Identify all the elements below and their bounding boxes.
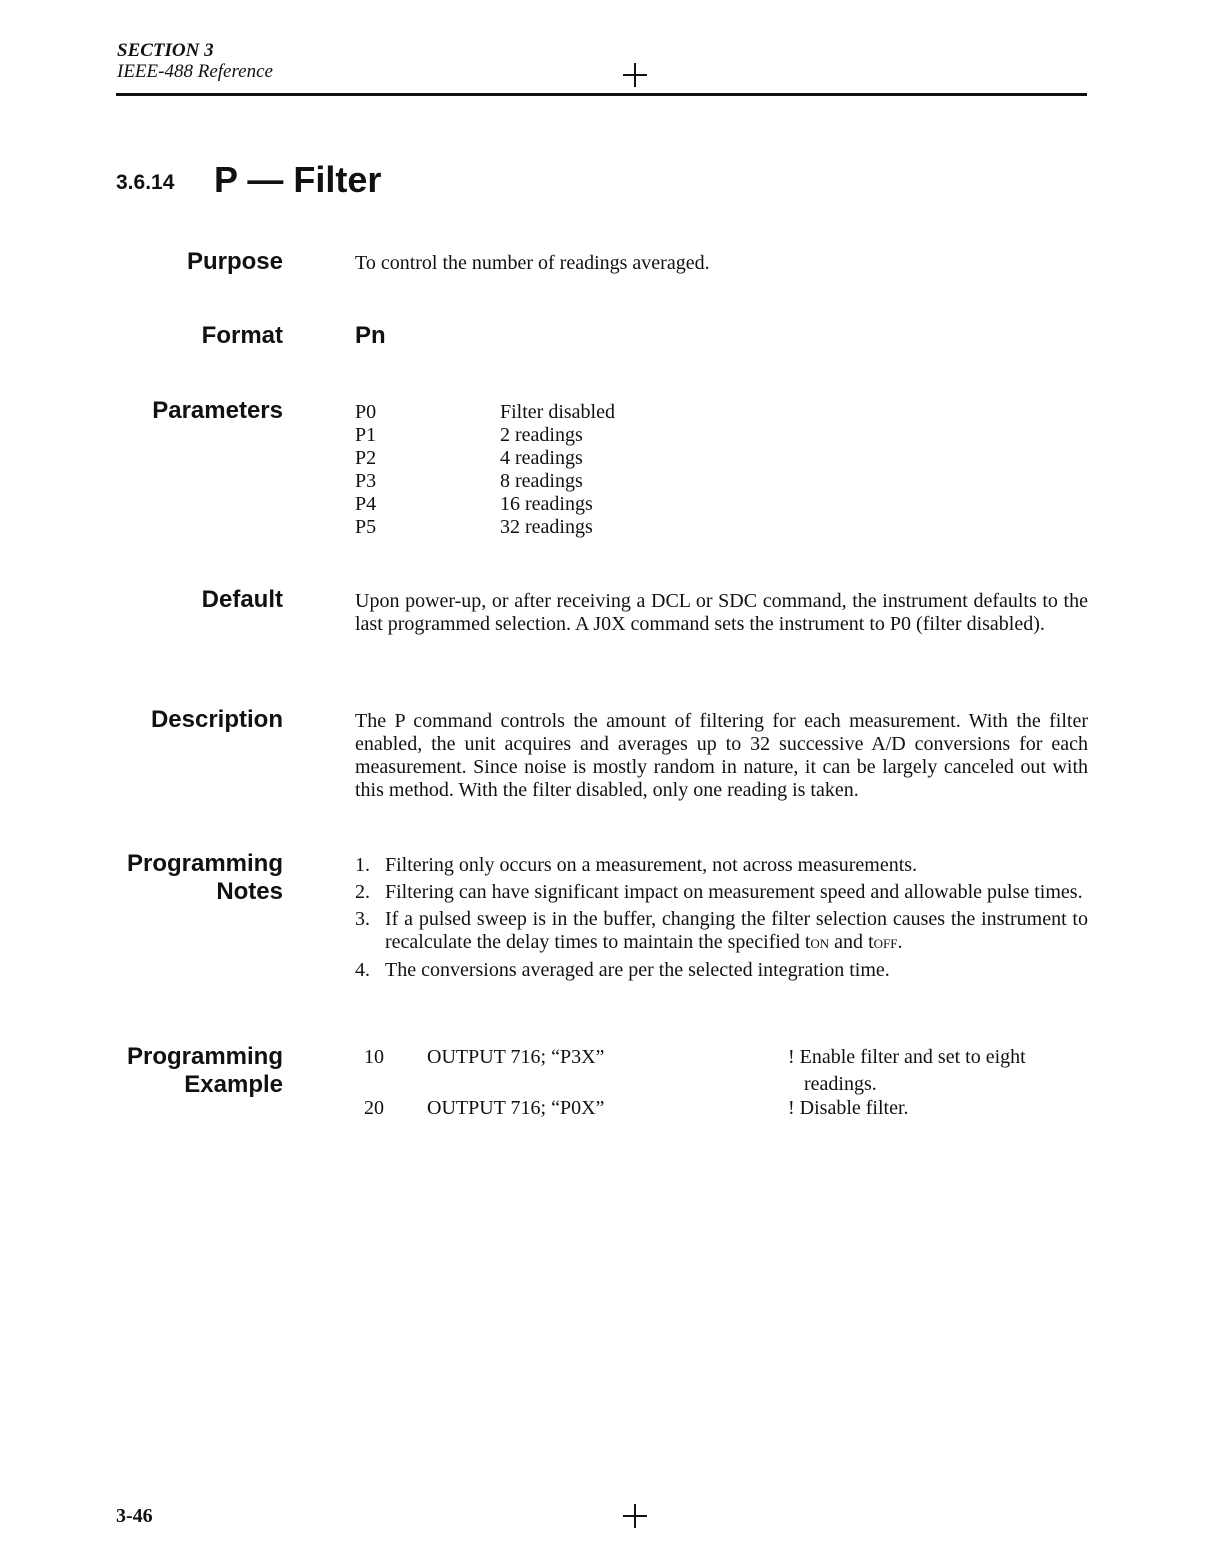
format-text: Pn bbox=[355, 322, 386, 349]
parameters-list bbox=[355, 401, 1088, 539]
programming-example-label-line2: Example bbox=[184, 1071, 283, 1098]
example-comment bbox=[788, 1044, 1088, 1098]
section-number: 3.6.14 bbox=[116, 171, 175, 194]
purpose-label: Purpose bbox=[186, 248, 283, 275]
example-comment-continuation: readings. bbox=[804, 1073, 877, 1095]
t-off-t: t bbox=[868, 931, 874, 953]
example-line-number: 20 bbox=[364, 1097, 384, 1119]
note-item bbox=[355, 881, 1088, 904]
parameters-label: Parameters bbox=[152, 397, 283, 424]
parameter-row bbox=[355, 424, 1088, 447]
running-header bbox=[117, 40, 273, 82]
programming-example-label-line1: Programming bbox=[126, 1043, 283, 1070]
example-comment-text: ! Disable filter. bbox=[788, 1097, 909, 1119]
parameter-code: P0 bbox=[355, 401, 377, 423]
header-section: SECTION 3 bbox=[117, 40, 214, 61]
description-text: The P command controls the amount of filtering for each measurement. With the filter enabled, the unit acquires and averages up to 32 successive A/D conversions for each measurement. Since noise is mostly random in nature, it can be largely canceled out with this method. With the filter disabled, only one reading is taken. bbox=[355, 710, 1088, 801]
parameter-code: P2 bbox=[355, 447, 377, 469]
parameter-row bbox=[355, 516, 1088, 539]
format-label: Format bbox=[201, 322, 283, 349]
programming-example-label bbox=[127, 1043, 283, 1099]
parameter-desc: Filter disabled bbox=[500, 401, 615, 423]
t-off-sub: OFF bbox=[873, 936, 898, 951]
example-command: OUTPUT 716; “P3X” bbox=[427, 1046, 605, 1068]
note-number: 4. bbox=[355, 959, 370, 981]
note-text: The conversions averaged are per the selected integration time. bbox=[385, 959, 890, 981]
note-text: If a pulsed sweep is in the buffer, changing the filter selection causes the instrument to recalculate the delay times to maintain the specified bbox=[385, 908, 1088, 953]
parameter-desc: 4 readings bbox=[500, 447, 583, 469]
parameter-row bbox=[355, 493, 1088, 516]
section-title: P — Filter bbox=[214, 159, 382, 200]
parameter-desc: 2 readings bbox=[500, 424, 583, 446]
description-label: Description bbox=[150, 706, 283, 733]
note-item bbox=[355, 854, 1088, 877]
note-text: Filtering only occurs on a measurement, not across measurements. bbox=[385, 854, 918, 876]
t-on-t: t bbox=[804, 931, 811, 953]
t-on-symbol bbox=[805, 931, 829, 953]
example-line-number: 10 bbox=[364, 1046, 384, 1068]
note-number: 1. bbox=[355, 854, 370, 876]
default-text: Upon power-up, or after receiving a DCL or SDC command, the instrument defaults to the last programmed selection. A J0X command sets the instrument to P0 (filter disabled). bbox=[355, 590, 1088, 635]
note-number: 3. bbox=[355, 908, 370, 930]
default-label: Default bbox=[201, 586, 283, 613]
page-number: 3-46 bbox=[116, 1505, 153, 1527]
note-number: 2. bbox=[355, 881, 370, 903]
note-item bbox=[355, 908, 1088, 955]
parameter-row bbox=[355, 401, 1088, 424]
registration-mark-bottom bbox=[623, 1504, 647, 1528]
example-comment bbox=[788, 1095, 1088, 1122]
purpose-text: To control the number of readings averaged. bbox=[355, 252, 710, 274]
note-text: Filtering can have significant impact on measurement speed and allowable pulse times. bbox=[385, 881, 1083, 903]
programming-notes-label bbox=[127, 850, 283, 906]
t-off-symbol bbox=[868, 931, 897, 953]
t-on-sub: ON bbox=[810, 936, 830, 951]
registration-mark-top bbox=[623, 63, 647, 87]
header-subtitle: IEEE-488 Reference bbox=[117, 61, 273, 82]
parameter-desc: 8 readings bbox=[500, 470, 583, 492]
parameter-code: P4 bbox=[355, 493, 377, 515]
programming-notes-list bbox=[355, 854, 1088, 986]
parameter-desc: 32 readings bbox=[500, 516, 593, 538]
parameter-code: P3 bbox=[355, 470, 377, 492]
parameter-row bbox=[355, 447, 1088, 470]
example-comment-text: ! Enable filter and set to eight bbox=[788, 1046, 1026, 1068]
note-item bbox=[355, 959, 1088, 982]
example-command: OUTPUT 716; “P0X” bbox=[427, 1097, 605, 1119]
programming-notes-label-line2: Notes bbox=[216, 878, 283, 905]
note-text-mid: and bbox=[829, 931, 869, 953]
parameter-row bbox=[355, 470, 1088, 493]
parameter-code: P5 bbox=[355, 516, 377, 538]
header-rule bbox=[116, 93, 1087, 96]
note-text-end: . bbox=[897, 931, 903, 953]
parameter-desc: 16 readings bbox=[500, 493, 593, 515]
parameter-code: P1 bbox=[355, 424, 377, 446]
programming-notes-label-line1: Programming bbox=[126, 850, 283, 877]
